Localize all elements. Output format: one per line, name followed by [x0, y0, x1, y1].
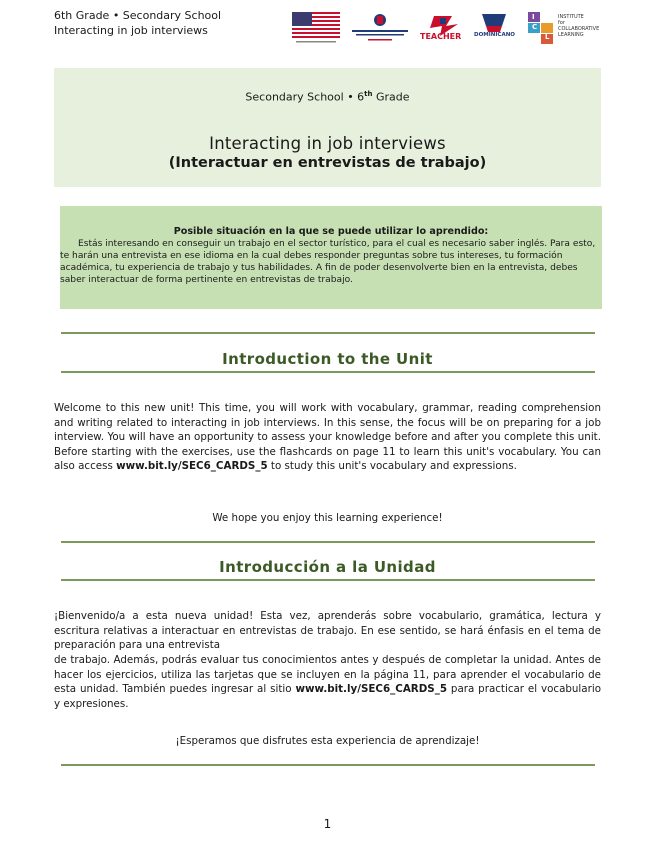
divider-rule: [61, 371, 595, 373]
cards-link-spanish[interactable]: www.bit.ly/SEC6_CARDS_5: [295, 683, 448, 696]
intro-heading-english: Introduction to the Unit: [222, 350, 433, 368]
closing-line-spanish: ¡Esperamos que disfrutes esta experiencia de aprendizaje!: [175, 735, 480, 747]
grade-suffix: Grade: [372, 90, 410, 104]
icl-letter-l: L: [545, 33, 550, 41]
intro-paragraph-spanish-2: [54, 653, 601, 711]
grade-prefix: Secondary School • 6: [245, 90, 365, 104]
situation-body: Estás interesando en conseguir un trabajo en el sector turístico, para el cual es necesario saber inglés. Para esto, te harán una entrevista en ese idioma en la cual debes responder preguntas sobre tus intereses, tu formación académica, tu experiencia de trabajo y tus habilidades. A fin de poder desenvolverte bien en la entrevista, debes saber interactuar de forma pertinente en entrevistas de trabajo.: [60, 239, 596, 285]
dominicano-logo-text: DOMINICANO: [474, 32, 515, 38]
situation-box: [60, 206, 602, 309]
icl-letter-c: C: [532, 23, 538, 31]
unit-title-spanish: (Interactuar en entrevistas de trabajo): [168, 155, 487, 171]
divider-rule: [61, 541, 595, 543]
sponsor-logos: [290, 12, 600, 46]
institute-line-1: INSTITUTE: [558, 14, 584, 20]
header-grade-line: 6th Grade • Secondary School: [54, 9, 222, 22]
divider-rule: [61, 764, 595, 766]
intro-paragraph-spanish-1: ¡Bienvenido/a a esta nueva unidad! Esta vez, aprenderás sobre vocabulario, gramática, lectura y escritura relativas a interactuar en entrevistas de trabajo. En ese sentido, se hará énfasis en el tema de preparación para una entrevista: [54, 610, 601, 652]
divider-rule: [61, 332, 595, 334]
icl-letter-i: I: [532, 13, 535, 21]
ministry-crest-logo: [350, 12, 410, 44]
divider-rule: [61, 579, 595, 581]
intro-en-text-2: to study this unit's vocabulary and expressions.: [267, 460, 517, 473]
situation-body-paragraph: [60, 238, 602, 286]
grade-superscript: th: [364, 90, 373, 98]
institute-line-3: COLLABORATIVE: [558, 26, 600, 32]
closing-line-english: We hope you enjoy this learning experience!: [212, 512, 443, 524]
institute-line-4: LEARNING: [558, 32, 584, 38]
intro-paragraph-english: [54, 401, 601, 474]
situation-heading: Posible situación en la que se puede utilizar lo aprendido:: [173, 226, 489, 237]
icl-letters: [530, 12, 554, 42]
running-header: [54, 8, 221, 38]
unit-title-box: [54, 68, 601, 187]
intro-es-text-1: de trabajo. Además, podrás evaluar tus conocimientos antes y después de completar la unidad. Antes de hacer los ejercicios, utiliza las tarjetas que se incluyen en la página 11, para aprender el vocabulario de esta unidad. También puedes ingresar al sitio: [54, 654, 601, 696]
header-unit-title: Interacting in job interviews: [54, 24, 208, 37]
dominicano-logo: [476, 12, 512, 44]
unit-title-english: Interacting in job interviews: [209, 134, 446, 153]
page-number: 1: [323, 817, 332, 831]
intro-en-text-1: Welcome to this new unit! This time, you will work with vocabulary, grammar, reading comprehension and writing related to interacting in job interviews. In this sense, the focus will be on preparing for a job interview. You will have an opportunity to assess your knowledge before and after you complete this unit. Before starting with the exercises, use the flashcards on page 11 to learn this unit's vocabulary. You can also access: [54, 402, 601, 473]
teacher-logo-text: TEACHER: [420, 32, 462, 41]
grade-level-line: [54, 90, 601, 104]
institute-line-2: for: [558, 20, 565, 26]
us-flag-logo: [292, 12, 340, 44]
intro-es-text-2: para practicar el vocabulario y expresiones.: [54, 683, 601, 710]
intro-heading-spanish: Introducción a la Unidad: [219, 558, 436, 576]
cards-link-english[interactable]: www.bit.ly/SEC6_CARDS_5: [116, 460, 268, 473]
institute-text: [558, 14, 599, 38]
